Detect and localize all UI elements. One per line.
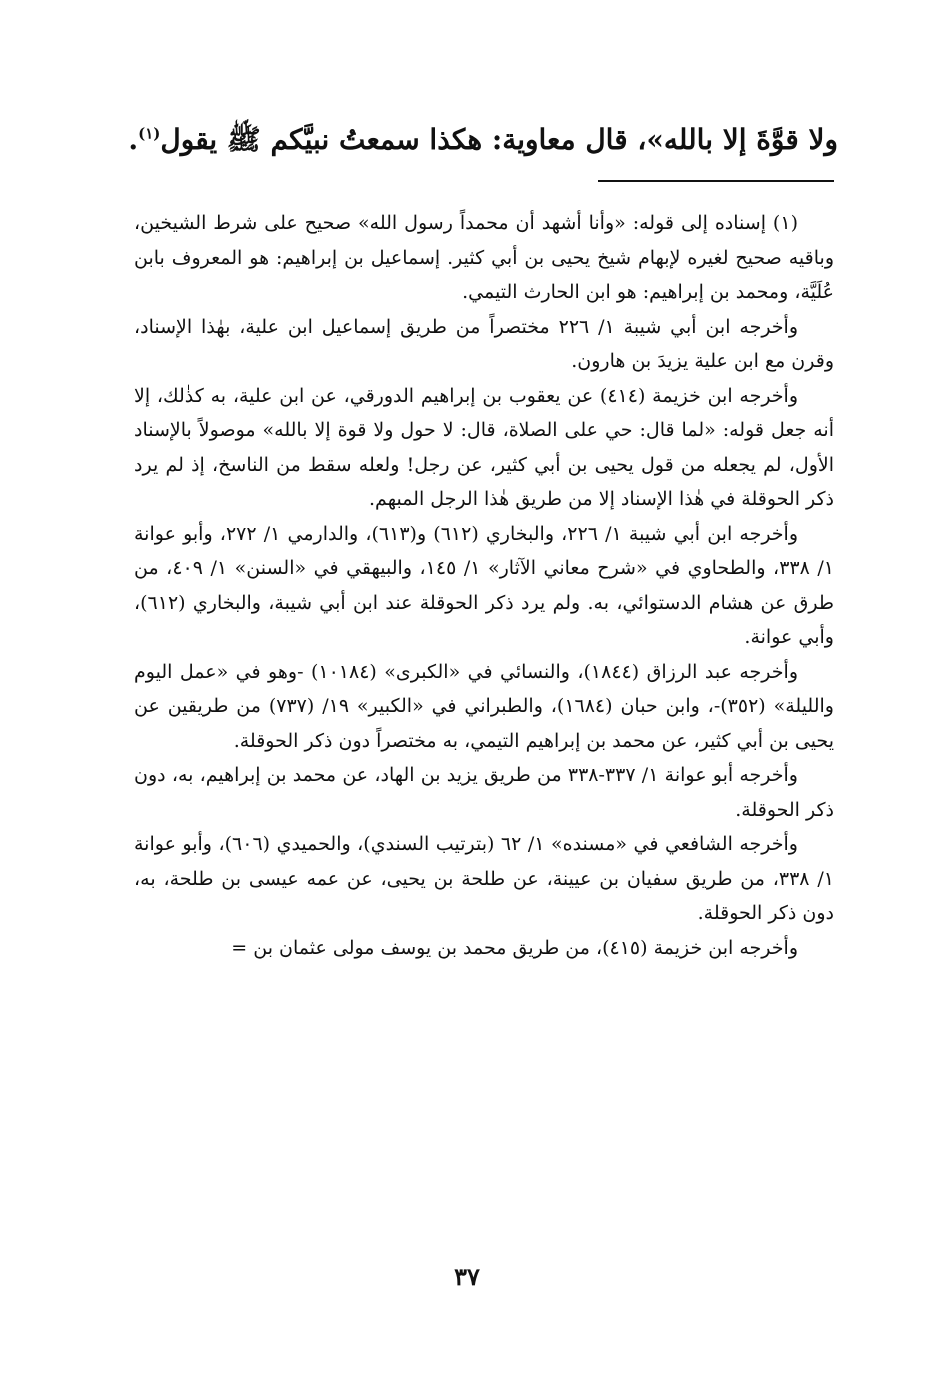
- footnote-paragraph: وأخرجه عبد الرزاق (١٨٤٤)، والنسائي في «الكبرى» (١٠١٨٤) -وهو في «عمل اليوم والليلة» (٣٥٢)-، وابن حبان (١٦٨٤)، والطبراني في «الكبير» ١٩/ (٧٣٧) من طريقين عن يحيى بن أبي كثير، عن محمد بن إبراهيم التيمي، به مختصراً دون ذكر الحوقلة.: [134, 660, 834, 752]
- footnote-separator: [598, 180, 834, 182]
- footnote-reference: (١): [138, 124, 161, 143]
- main-text-line: [120, 110, 838, 170]
- page-number: ٣٧: [454, 1262, 480, 1291]
- footnote-paragraph: وأخرجه ابن أبي شيبة ١/ ٢٢٦ مختصراً من طريق إسماعيل ابن علية، بهٰذا الإسناد، وقرن مع ابن علية يزيدَ بن هارون.: [134, 315, 834, 372]
- footnote-paragraph: وأخرجه ابن أبي شيبة ١/ ٢٢٦، والبخاري (٦١٢) و(٦١٣)، والدارمي ١/ ٢٧٢، وأبو عوانة ١/ ٣٣٨، والطحاوي في «شرح معاني الآثار» ١/ ١٤٥، والبيهقي في «السنن» ١/ ٤٠٩، من طرق عن هشام الدستوائي، به. ولم يرد ذكر الحوقلة عند ابن أبي شيبة، والبخاري (٦١٢)، وأبي عوانة.: [134, 522, 834, 648]
- footnote-paragraph: وأخرجه الشافعي في «مسنده» ١/ ٦٢ (بترتيب السندي)، والحميدي (٦٠٦)، وأبو عوانة ١/ ٣٣٨، من طريق سفيان بن عيينة، عن طلحة بن يحيى، عن عمه عيسى بن طلحة، به، دون ذكر الحوقلة.: [134, 833, 834, 924]
- footnotes: [134, 206, 834, 965]
- footnote-paragraph: (١) إسناده إلى قوله: «وأنا أشهد أن محمداً رسول الله» صحيح على شرط الشيخين، وباقيه صحيح لغيره لإبهام شيخ يحيى بن أبي كثير. إسماعيل بن إبراهيم: هو المعروف بابن عُلَيَّة، ومحمد بن إبراهيم: هو ابن الحارث التيمي.: [134, 212, 834, 303]
- footnote-paragraph: وأخرجه ابن خزيمة (٤١٥)، من طريق محمد بن يوسف مولى عثمان بن =: [231, 936, 798, 959]
- footnote-paragraph: وأخرجه ابن خزيمة (٤١٤) عن يعقوب بن إبراهيم الدورقي، عن ابن علية، به كذٰلك، إلا أنه جعل قوله: «لما قال: حي على الصلاة، قال: لا حول ولا قوة إلا بالله» موصولاً بالإسناد الأول، لم يجعله من قول يحيى بن أبي كثير، عن رجل! ولعله سقط من الناسخ، إذ لم يرد ذكر الحوقلة في هٰذا الإسناد إلا من طريق هٰذا الرجل المبهم.: [134, 384, 834, 510]
- main-text-end: .: [128, 123, 139, 156]
- main-text: ولا قوَّةَ إلا بالله»، قال معاوية: هكذا سمعتُ نبيَّكم ﷺ يقول: [160, 123, 838, 156]
- footnote-paragraph: وأخرجه أبو عوانة ١/ ٣٣٧-٣٣٨ من طريق يزيد بن الهاد، عن محمد بن إبراهيم، به، دون ذكر الحوقلة.: [134, 764, 834, 821]
